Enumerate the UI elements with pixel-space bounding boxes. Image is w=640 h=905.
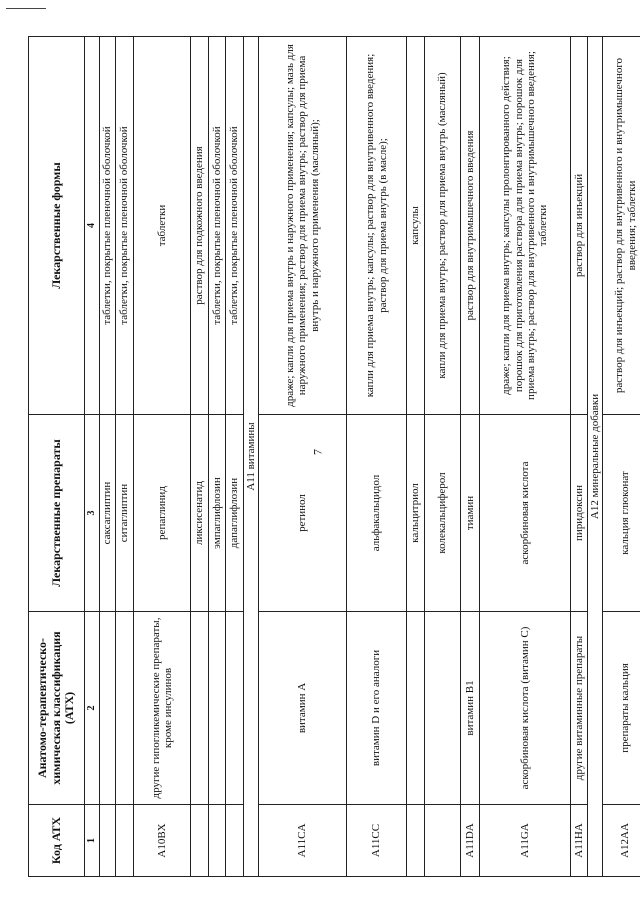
forms-cell: раствор для внутримышечного введения [461,37,480,415]
drug-cell: тиамин [461,415,480,612]
atc-class-cell: препараты кальция [603,612,640,805]
group-row [244,37,259,877]
forms-cell: капли для приема внутрь; капсулы; раствор для внутривенного введения; раствор для приема внутрь (в масле); [347,37,407,415]
page-number: 7 [310,449,325,455]
header-drugs: Лекарственные препараты [29,415,85,612]
forms-cell: капсулы [407,37,425,415]
atc-code-cell: A10BX [134,805,191,877]
forms-cell: раствор для подкожного введения [191,37,209,415]
drug-cell: ситаглиптин [116,415,134,612]
table-row [226,37,244,877]
table-row [100,37,116,877]
table-row [209,37,226,877]
table-row [259,37,347,877]
drug-cell: дапаглифлозин [226,415,244,612]
table-row [480,37,571,877]
table-row [191,37,209,877]
atc-code-cell: A11CC [347,805,407,877]
atc-class-cell [100,612,116,805]
atc-class-cell: витамин А [259,612,347,805]
atc-class-cell: витамин В1 [461,612,480,805]
atc-class-cell [407,612,425,805]
table-row [425,37,461,877]
drug-cell: саксаглиптин [100,415,116,612]
forms-cell: раствор для инъекций; раствор для внутривенного и внутримышечного введения; таблетки [603,37,640,415]
column-number-row [85,37,100,877]
atc-code-cell: A11CA [259,805,347,877]
atc-class-cell [425,612,461,805]
column-number: 2 [85,612,100,805]
atc-code-cell [407,805,425,877]
atc-class-cell [116,612,134,805]
forms-cell: драже; капли для приема внутрь; капсулы пролонгированного действия; порошок для приготовления раствора для приема внутрь; порошок для приема внутрь; раствор для внутривенного и внутримышечного введения; таблетки [480,37,571,415]
drug-cell: колекальциферол [425,415,461,612]
column-number: 1 [85,805,100,877]
atc-class-cell: витамин D и его аналоги [347,612,407,805]
forms-cell: капли для приема внутрь; раствор для приема внутрь (масляный) [425,37,461,415]
atc-code-cell: A11HA [571,805,588,877]
forms-cell: таблетки [134,37,191,415]
atc-code-cell [116,805,134,877]
table-row [461,37,480,877]
forms-cell: драже; капли для приема внутрь и наружного применения; капсулы; мазь для наружного применения; раствор для приема внутрь; раствор для приема внутрь и наружного применения (масляный); [259,37,347,415]
forms-cell: таблетки, покрытые пленочной оболочкой [116,37,134,415]
table-row [571,37,588,877]
atc-code-cell [209,805,226,877]
forms-cell: таблетки, покрытые пленочной оболочкой [226,37,244,415]
atc-class-cell: аскорбиновая кислота (витамин С) [480,612,571,805]
table-row [347,37,407,877]
drug-cell: ретинол [259,415,347,612]
header-code: Код АТХ [29,805,85,877]
table-header-row [29,37,85,877]
forms-cell: таблетки, покрытые пленочной оболочкой [209,37,226,415]
drug-cell: ликсисенатид [191,415,209,612]
group-heading-a11: A11 витамины [244,37,259,877]
atc-class-cell: другие гипогликемические препараты, кроме инсулинов [134,612,191,805]
drug-cell: аскорбиновая кислота [480,415,571,612]
drug-cell: пиридоксин [571,415,588,612]
rotated-table-wrapper [28,37,638,877]
column-number: 3 [85,415,100,612]
drug-cell: кальцитриол [407,415,425,612]
atc-code-cell: A11DA [461,805,480,877]
header-atc: Анатомо-терапевтическо-химическая классификация (АТХ) [29,612,85,805]
forms-cell: раствор для инъекций [571,37,588,415]
atc-class-cell [191,612,209,805]
forms-cell: таблетки, покрытые пленочной оболочкой [100,37,116,415]
table-row [407,37,425,877]
header-forms: Лекарственные формы [29,37,85,415]
group-heading-a12: A12 минеральные добавки [588,37,603,877]
drug-cell: альфакальцидол [347,415,407,612]
table-row [603,37,640,877]
atc-code-cell [425,805,461,877]
atc-code-cell: A12AA [603,805,640,877]
group-row [588,37,603,877]
atc-code-cell [100,805,116,877]
column-number: 4 [85,37,100,415]
drug-table [28,36,640,877]
atc-class-cell: другие витаминные препараты [571,612,588,805]
atc-code-cell [226,805,244,877]
table-row [116,37,134,877]
atc-class-cell [226,612,244,805]
drug-cell: кальция глюконат [603,415,640,612]
drug-cell: репаглинид [134,415,191,612]
drug-cell: эмпаглифлозин [209,415,226,612]
table-row [134,37,191,877]
header-rule [6,8,46,9]
atc-class-cell [209,612,226,805]
atc-code-cell: A11GA [480,805,571,877]
atc-code-cell [191,805,209,877]
